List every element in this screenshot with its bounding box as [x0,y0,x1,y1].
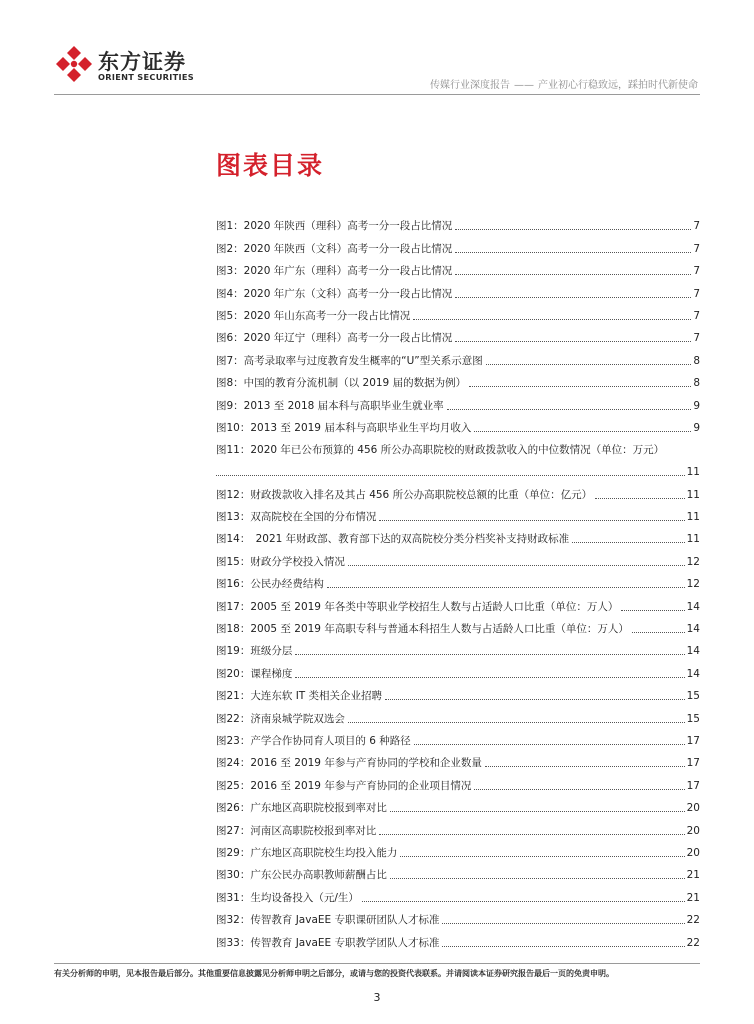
toc-entry-page: 7 [693,242,700,255]
toc-entry-label: 图6：2020 年辽宁（理科）高考一分一段占比情况 [216,332,453,345]
toc-entry-label: 图2：2020 年陕西（文科）高考一分一段占比情况 [216,242,453,255]
toc-entry-label: 图13：双高院校在全国的分布情况 [216,511,377,524]
dot-leader [485,766,685,767]
toc-entry[interactable] [216,905,700,927]
toc-entry-page: 20 [686,846,700,859]
toc-entry-page: 12 [686,578,700,591]
toc-entry[interactable] [216,927,700,949]
toc-entry-label: 图26：广东地区高职院校报到率对比 [216,802,387,815]
toc-entry[interactable] [216,233,700,255]
dot-leader [295,654,684,655]
toc-entry-page: 21 [686,869,700,882]
toc-entry-page: 17 [686,757,700,770]
toc-entry[interactable] [216,815,700,837]
header-divider [54,94,700,95]
toc-entry-page: 15 [686,712,700,725]
toc-entry-label: 图27：河南区高职院校报到率对比 [216,824,377,837]
dot-leader [348,565,685,566]
report-title: 产业初心行稳致远，踩拍时代新使命 [538,80,698,91]
toc-entry-page: 11 [686,488,700,501]
toc-entry-label: 图11：2020 年已公布预算的 456 所公办高职院校的财政拨款收入的中位数情况（单位：万元） [216,444,665,457]
dot-leader [572,542,684,543]
toc-entry-page: 21 [686,891,700,904]
toc-entry[interactable] [216,390,700,412]
toc-entry[interactable] [216,793,700,815]
toc-entry[interactable] [216,345,700,367]
dot-leader [455,229,691,230]
toc-entry[interactable] [216,368,700,390]
brand-name-cn: 东方证券 [98,50,186,74]
toc-entry-label: 图23：产学合作协同育人项目的 6 种路径 [216,734,411,747]
toc-entry[interactable] [216,546,700,568]
toc-entry-page: 20 [686,802,700,815]
toc-entry-page: 12 [686,555,700,568]
toc-entry[interactable] [216,278,700,300]
toc-entry[interactable] [216,323,700,345]
toc-entry-page: 11 [686,533,700,546]
dot-leader [379,834,684,835]
header-separator: —— [514,80,534,91]
toc-entry-page: 7 [693,265,700,278]
dot-leader [474,431,691,432]
toc-entry-page: 14 [686,600,700,613]
footer-divider [54,963,700,964]
toc-entry-label: 图12：财政拨款收入排名及其占 456 所公办高职院校总额的比重（单位：亿元） [216,488,593,501]
toc-entry[interactable] [216,614,700,636]
toc-entry[interactable] [216,211,700,233]
toc-entry-page: 7 [693,220,700,233]
dot-leader [379,520,684,521]
toc-entry[interactable] [216,748,700,770]
toc-entry[interactable] [216,770,700,792]
toc-entry[interactable] [216,681,700,703]
toc-entry-label: 图1：2020 年陕西（理科）高考一分一段占比情况 [216,220,453,233]
toc-entry-page: 7 [693,309,700,322]
brand-name-en: ORIENT SECURITIES [98,72,194,82]
toc-entry[interactable] [216,301,700,323]
figure-list [216,211,700,950]
toc-entry-page: 11 [686,511,700,524]
toc-entry-page: 15 [686,690,700,703]
report-type: 传媒行业深度报告 [430,80,510,91]
dot-leader [442,946,684,947]
toc-entry-label: 图8：中国的教育分流机制（以 2019 届的数据为例） [216,377,467,390]
dot-leader [390,878,685,879]
dot-leader [442,923,684,924]
toc-entry[interactable] [216,838,700,860]
toc-entry-label: 图9：2013 至 2018 届本科与高职毕业生就业率 [216,399,444,412]
toc-entry[interactable] [216,860,700,882]
dot-leader [400,856,684,857]
toc-entry[interactable] [216,882,700,904]
toc-entry-page: 22 [686,936,700,949]
toc-entry-page: 14 [686,623,700,636]
toc-entry[interactable] [216,636,700,658]
toc-entry-label: 图7：高考录取率与过度教育发生概率的“U”型关系示意图 [216,354,483,367]
toc-entry-page: 11 [686,466,700,479]
toc-entry-label: 图15：财政分学校投入情况 [216,555,345,568]
dot-leader [390,811,685,812]
orient-securities-logo-icon [54,44,94,84]
toc-entry-label: 图21：大连东软 IT 类相关企业招聘 [216,690,383,703]
toc-entry[interactable] [216,726,700,748]
toc-entry-page: 20 [686,824,700,837]
toc-entry-page: 7 [693,287,700,300]
toc-entry-page: 17 [686,779,700,792]
toc-entry-label: 图30：广东公民办高职教师薪酬占比 [216,869,387,882]
dot-leader [486,364,692,365]
dot-leader [327,587,685,588]
toc-entry-label: 图31：生均设备投入（元/生） [216,891,359,904]
toc-entry[interactable] [216,413,700,435]
toc-entry[interactable] [216,256,700,278]
toc-entry-label: 图25：2016 至 2019 年参与产育协同的企业项目情况 [216,779,472,792]
dot-leader [595,498,685,499]
toc-entry-label: 图3：2020 年广东（理科）高考一分一段占比情况 [216,265,453,278]
toc-entry[interactable] [216,435,700,457]
dot-leader [455,297,691,298]
toc-entry-page: 8 [693,377,700,390]
toc-entry-label: 图18：2005 至 2019 年高职专科与普通本科招生人数与占适龄人口比重（单位：万人） [216,623,629,636]
toc-entry-label: 图32：传智教育 JavaEE 专职课研团队人才标准 [216,914,440,927]
toc-entry[interactable] [216,502,700,524]
toc-entry[interactable] [216,524,700,546]
toc-entry[interactable] [216,658,700,680]
toc-entry-page: 8 [693,354,700,367]
dot-leader [469,386,691,387]
toc-entry-page: 14 [686,667,700,680]
toc-entry-page: 22 [686,914,700,927]
toc-entry-label: 图16：公民办经费结构 [216,578,324,591]
dot-leader [474,789,684,790]
toc-entry[interactable] [216,703,700,725]
dot-leader [455,341,691,342]
toc-entry-label: 图10：2013 至 2019 届本科与高职毕业生平均月收入 [216,421,472,434]
dot-leader [348,722,685,723]
toc-entry-label: 图22：济南泉城学院双选会 [216,712,345,725]
toc-entry[interactable] [216,479,700,501]
dot-leader [413,319,691,320]
toc-entry[interactable] [216,591,700,613]
footer-disclaimer: 有关分析师的申明，见本报告最后部分。其他重要信息披露见分析师申明之后部分，或请与您的投资代表联系。并请阅读本证券研究报告最后一页的免责申明。 [54,969,614,978]
toc-entry-page: 17 [686,734,700,747]
dot-leader [455,274,691,275]
toc-entry-label: 图4：2020 年广东（文科）高考一分一段占比情况 [216,287,453,300]
brand-logo [54,44,224,86]
page-number: 3 [373,991,381,1004]
dot-leader [621,610,684,611]
toc-entry-page: 7 [693,332,700,345]
toc-entry-label: 图24：2016 至 2019 年参与产育协同的学校和企业数量 [216,757,482,770]
dot-leader [447,409,692,410]
dot-leader [414,744,685,745]
dot-leader [295,677,684,678]
dot-leader [362,901,685,902]
toc-entry-label: 图14： 2021 年财政部、教育部下达的双高院校分类分档奖补支持财政标准 [216,533,570,546]
dot-leader [385,699,685,700]
toc-entry-label: 图29：广东地区高职院校生均投入能力 [216,846,398,859]
toc-entry-page: 9 [693,421,700,434]
dot-leader [216,475,685,476]
toc-entry-page: 9 [693,399,700,412]
toc-entry-label: 图19：班级分层 [216,645,293,658]
toc-entry-label: 图5：2020 年山东高考一分一段占比情况 [216,309,411,322]
toc-entry-label: 图20：课程梯度 [216,667,293,680]
report-header [430,76,698,91]
toc-entry-page: 14 [686,645,700,658]
toc-entry-label: 图17：2005 至 2019 年各类中等职业学校招生人数与占适龄人口比重（单位：万人） [216,600,619,613]
dot-leader [455,252,691,253]
toc-entry-continuation[interactable] [216,457,700,479]
toc-title: 图表目录 [216,151,325,180]
toc-entry[interactable] [216,569,700,591]
toc-entry-label: 图33：传智教育 JavaEE 专职教学团队人才标准 [216,936,440,949]
dot-leader [632,632,685,633]
